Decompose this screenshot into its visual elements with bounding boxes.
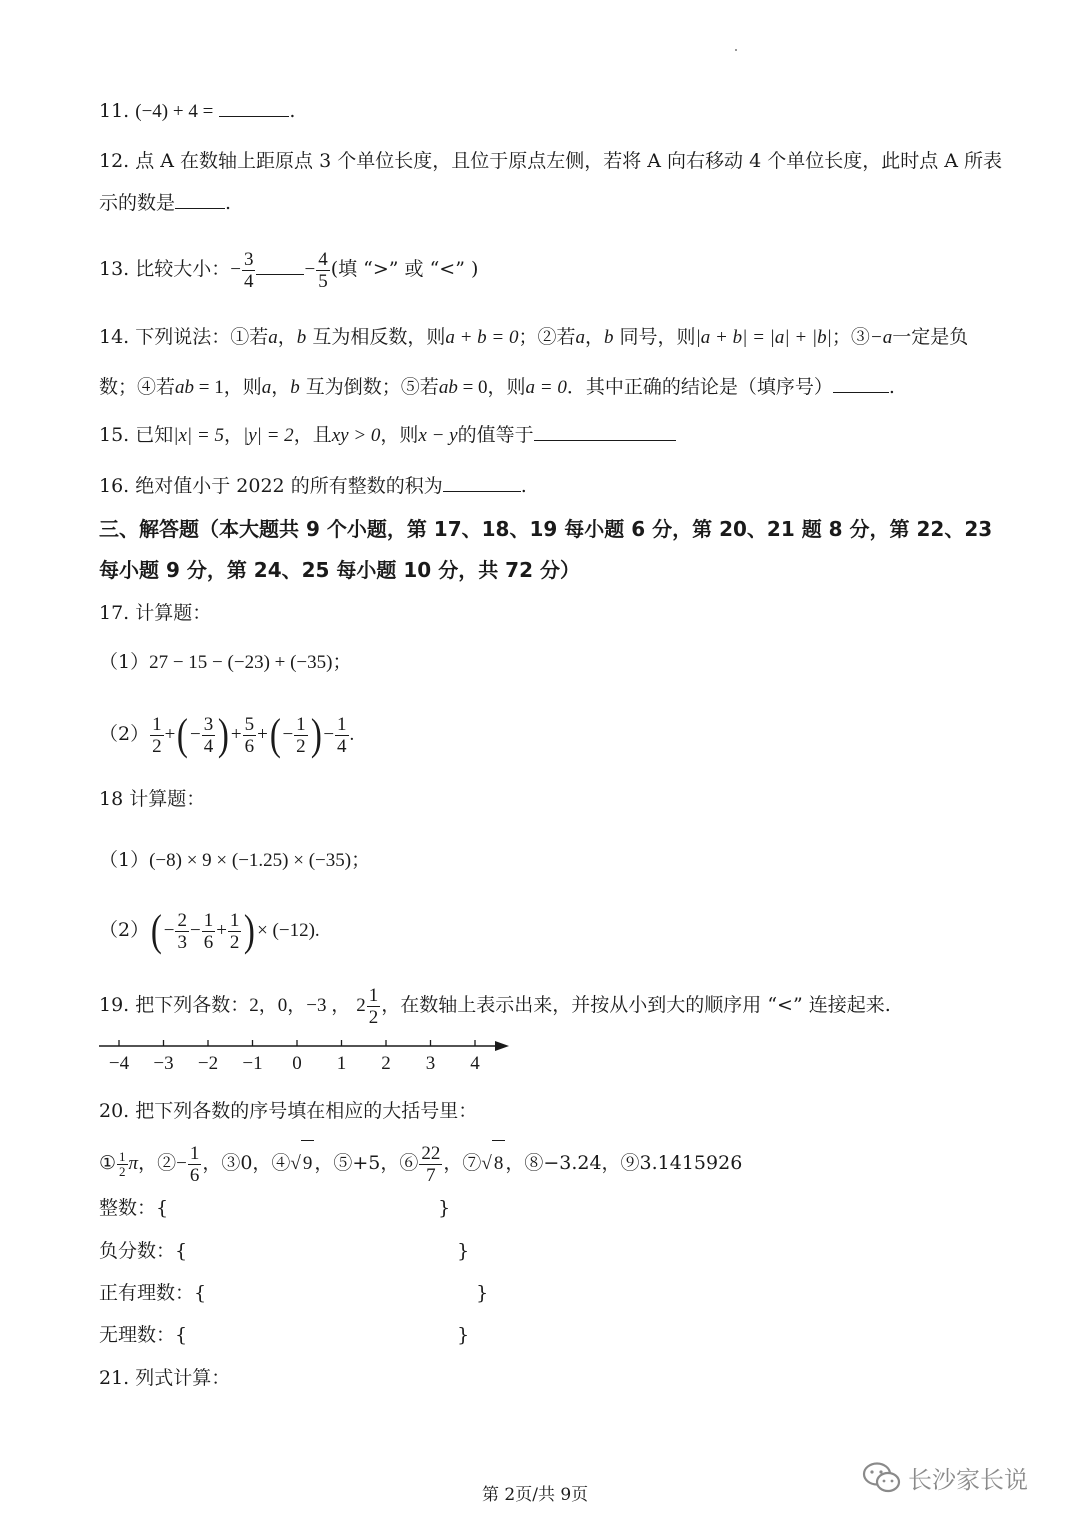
answer-blank[interactable] — [219, 96, 289, 117]
question-12-line1: 12. 点 A 在数轴上距原点 3 个单位长度，且位于原点左侧，若将 A 向右移动 4 个单位长度，此时点 A 所表 — [99, 150, 1002, 172]
tick-label: −2 — [197, 1053, 219, 1074]
tick-label: 2 — [381, 1053, 391, 1074]
fraction: $\frac{3}{4}$ — [243, 248, 254, 292]
question-21-title: 21. 列式计算： — [99, 1367, 231, 1389]
tick-label: −3 — [153, 1053, 174, 1074]
q17-part2: （2） $\frac{1}{2}$ +(− $\frac{3}{4}$ )+ $\frac{5}{6}$ +(− $\frac{1}{2}$ )− $\frac{1}{4}$ . — [99, 710, 355, 759]
category-negative-fractions: 负分数：{ } — [99, 1236, 469, 1266]
tick-label: −4 — [108, 1053, 130, 1074]
question-13: 13. 比较大小：− $\frac{3}{4}$ − $\frac{4}{5}$ (填 “>” 或 “<” ) — [99, 248, 479, 292]
answer-area[interactable] — [187, 1237, 457, 1257]
answer-area[interactable] — [187, 1321, 457, 1341]
question-11: 11. (−4) + 4 = . — [99, 96, 295, 127]
answer-blank[interactable] — [534, 420, 676, 441]
answer-blank[interactable] — [443, 471, 521, 492]
q20-number-list: ① $\frac{1}{2}$ π，②− $\frac{1}{6}$ ，③0，④√ 9 ，⑤+5，⑥ $\frac{22}{7}$ ，⑦√ 8 ，⑧−3.24，⑨3.1415926 — [99, 1140, 742, 1187]
answer-blank[interactable] — [256, 254, 304, 275]
number-line[interactable] — [97, 1036, 517, 1076]
tick-label: −1 — [242, 1053, 263, 1074]
category-positive-rationals: 正有理数：{ } — [99, 1278, 488, 1308]
wechat-icon — [862, 1461, 902, 1495]
question-16: 16. 绝对值小于 2022 的所有整数的积为 . — [99, 471, 527, 501]
question-19: 19. 把下列各数：2，0，−3 ， 2 $\frac{1}{2}$ ，在数轴上表示出来，并按从小到大的顺序用 “<” 连接起来. — [99, 984, 891, 1028]
q11-expression: (−4) + 4 = — [135, 101, 214, 122]
fraction: $\frac{4}{5}$ — [318, 248, 328, 292]
page-footer: 第 2页/共 9页 — [482, 1485, 589, 1505]
q17-part1: （1）27 − 15 − (−23) + (−35)； — [99, 651, 352, 673]
tick-label: 0 — [292, 1053, 302, 1074]
q18-part2: （2）(− $\frac{2}{3}$ − $\frac{1}{6}$ + $\frac{1}{2}$ )× (−12). — [99, 906, 320, 955]
answer-blank[interactable] — [175, 188, 225, 209]
answer-area[interactable] — [206, 1279, 476, 1299]
q18-part1: （1）(−8) × 9 × (−1.25) × (−35)； — [99, 849, 371, 871]
question-14-line2: 数；④若ab = 1，则a，b 互为倒数；⑤若ab = 0，则a = 0．其中正确的结论是（填序号） . — [99, 372, 895, 403]
answer-area[interactable] — [168, 1194, 438, 1214]
tick-label: 4 — [470, 1053, 480, 1074]
answer-blank[interactable] — [833, 372, 889, 393]
watermark: 长沙家长说 — [862, 1460, 1028, 1495]
category-integers: 整数：{ } — [99, 1193, 450, 1223]
category-irrationals: 无理数：{ } — [99, 1320, 469, 1350]
question-17-title: 17. 计算题： — [99, 602, 212, 624]
question-20-title: 20. 把下列各数的序号填在相应的大括号里： — [99, 1100, 478, 1122]
section-heading-cont: 每小题 9 分，第 24、25 每小题 10 分，共 72 分） — [99, 558, 580, 582]
tick-label: 3 — [425, 1053, 436, 1074]
question-18-title: 18 计算题： — [99, 788, 206, 810]
question-14-line1: 14. 下列说法：①若a，b 互为相反数，则a + b = 0；②若a，b 同号，则|a + b| = |a| + |b|；③−a一定是负 — [99, 326, 969, 348]
tick-label: 1 — [336, 1053, 347, 1074]
question-15: 15. 已知|x| = 5，|y| = 2，且xy > 0，则x − y的值等于 — [99, 420, 676, 451]
scan-speck — [735, 49, 737, 51]
question-12-line2: 示的数是 . — [99, 188, 231, 218]
section-heading: 三、解答题（本大题共 9 个小题，第 17、18、19 每小题 6 分，第 20、21 题 8 分，第 22、23 — [99, 517, 993, 541]
